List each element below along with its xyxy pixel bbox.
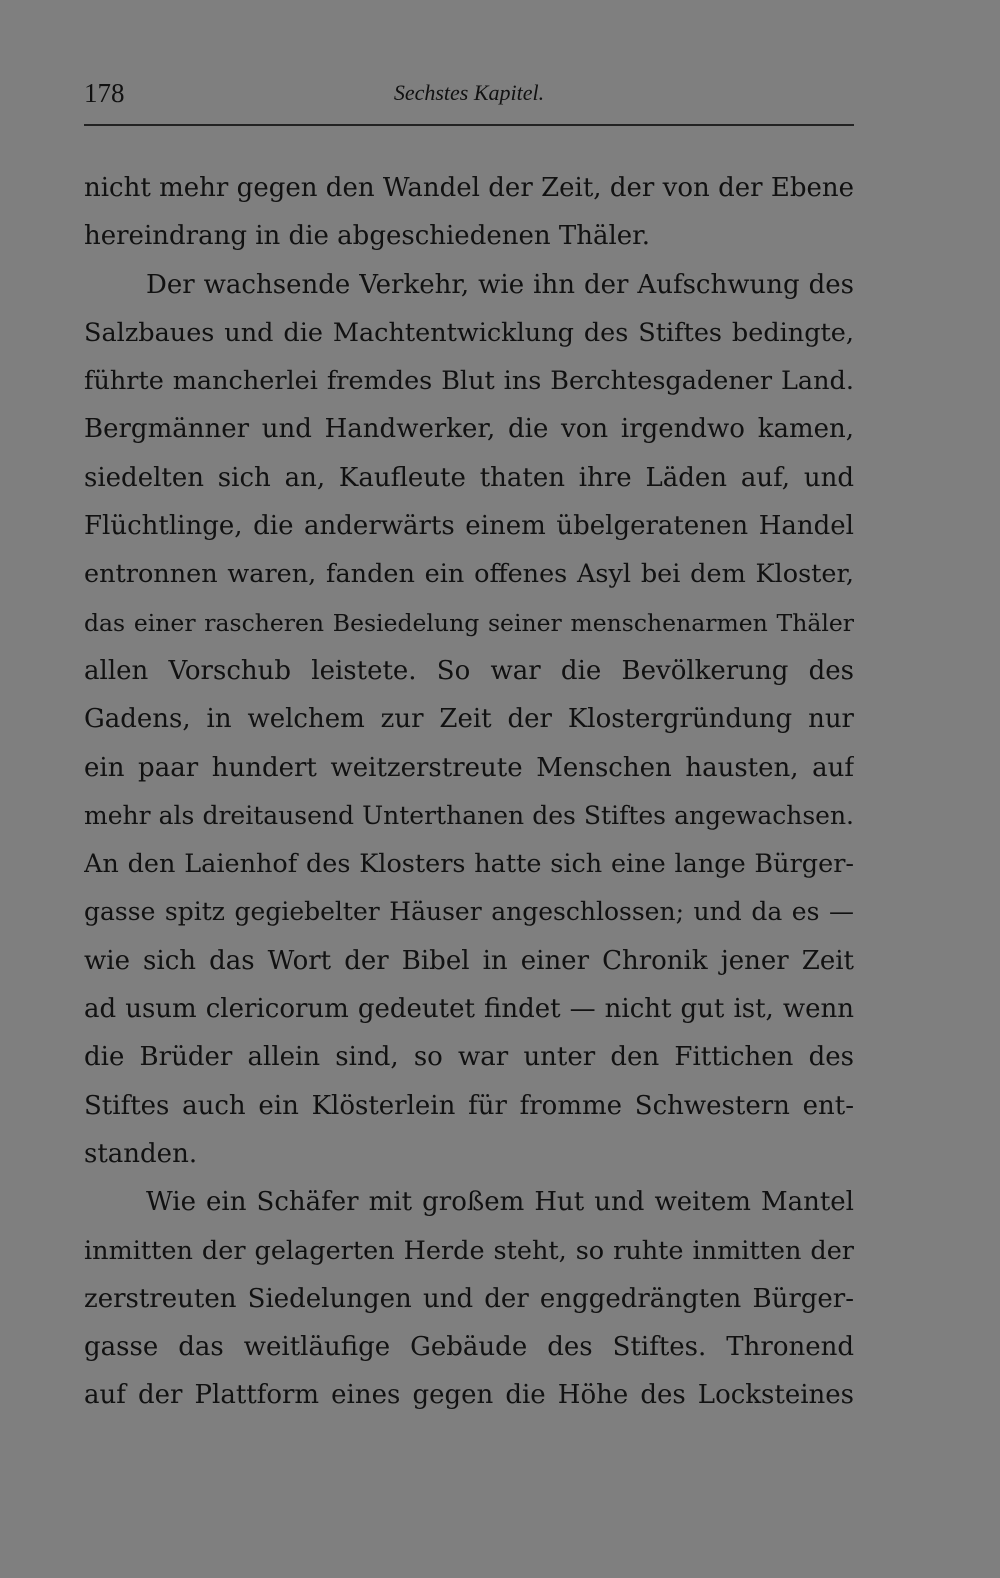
body-text <box>84 164 854 1420</box>
text-line: Bergmänner und Handwerker, die von irgendwo kamen, <box>84 414 854 445</box>
text-line: Wie ein Schäfer mit großem Hut und weitem Mantel <box>146 1187 854 1218</box>
text-line: siedelten sich an, Kaufleute thaten ihre Läden auf, und <box>84 462 854 493</box>
page-number: 178 <box>84 78 125 108</box>
text-line: Flüchtlinge, die anderwärts einem übelgeratenen Handel <box>84 511 854 542</box>
text-line: auf der Plattform eines gegen die Höhe des Locksteines <box>84 1380 854 1411</box>
text-line: An den Laienhof des Klosters hatte sich eine lange Bürger- <box>84 849 854 880</box>
page-header <box>84 74 854 118</box>
text-line: ad usum clericorum gedeutet findet — nicht gut ist, wenn <box>84 994 854 1025</box>
text-line: wie sich das Wort der Bibel in einer Chronik jener Zeit <box>84 945 854 976</box>
text-line: Stiftes auch ein Klösterlein für fromme Schwestern ent- <box>84 1090 854 1121</box>
text-line: hereindrang in die abgeschiedenen Thäler. <box>84 221 650 252</box>
text-line: Der wachsende Verkehr, wie ihn der Aufschwung des <box>146 269 854 300</box>
text-line: Gadens, in welchem zur Zeit der Klostergründung nur <box>84 704 854 735</box>
text-line: inmitten der gelagerten Herde steht, so ruhte inmitten der <box>84 1235 854 1266</box>
text-line: die Brüder allein sind, so war unter den Fittichen des <box>84 1042 854 1073</box>
text-line: ein paar hundert weitzerstreute Menschen hausten, auf <box>84 752 854 783</box>
text-line: das einer rascheren Besiedelung seiner menschenarmen Thäler <box>84 608 854 637</box>
text-line: entronnen waren, fanden ein offenes Asyl bei dem Kloster, <box>84 559 854 590</box>
running-title: Sechstes Kapitel. <box>393 80 545 105</box>
text-line: mehr als dreitausend Unterthanen des Stiftes angewachsen. <box>84 800 854 830</box>
header-rule <box>84 124 854 126</box>
text-line: allen Vorschub leistete. So war die Bevölkerung des <box>84 655 854 686</box>
text-line: gasse spitz gegiebelter Häuser angeschlossen; und da es — <box>84 897 854 927</box>
text-line: nicht mehr gegen den Wandel der Zeit, der von der Ebene <box>84 173 854 203</box>
text-line: führte mancherlei fremdes Blut ins Berchtesgadener Land. <box>84 366 854 397</box>
text-line: Salzbaues und die Machtentwicklung des Stiftes bedingte, <box>84 317 854 348</box>
text-line: gasse das weitläufige Gebäude des Stiftes. Thronend <box>84 1332 854 1363</box>
text-line: standen. <box>84 1138 198 1169</box>
text-line: zerstreuten Siedelungen und der enggedrängten Bürger- <box>84 1283 854 1314</box>
